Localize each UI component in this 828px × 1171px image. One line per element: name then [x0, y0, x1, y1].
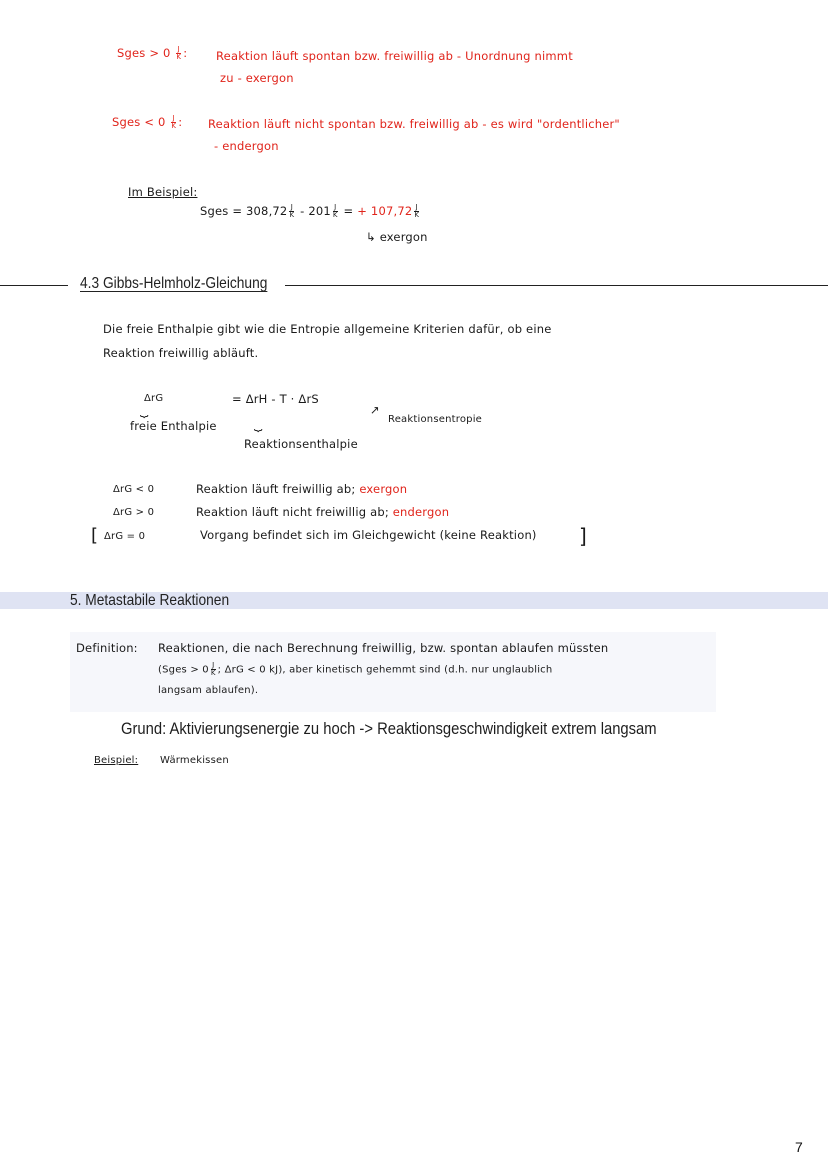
condition-positive: ΔrG > 0	[113, 507, 155, 518]
example-text-metastable: Wärmekissen	[160, 755, 229, 766]
example-note: ↳ exergon	[366, 230, 428, 244]
gibbs-intro-line1: Die freie Enthalpie gibt wie die Entropie allgemeine Kriterien dafür, ob eine	[103, 322, 552, 336]
eq-rest: = ΔrH - T · ΔrS	[232, 392, 319, 406]
unit-fraction: $\frac{J}{K}$	[332, 203, 338, 219]
exergon-tag: exergon	[359, 482, 408, 496]
condition-negative-text	[196, 482, 407, 496]
grund-text: Grund: Aktivierungsenergie zu hoch -> Reaktionsgeschwindigkeit extrem langsam	[121, 719, 657, 738]
arrow-icon: ↗	[370, 403, 380, 417]
underbrace-g: ⏟	[140, 402, 149, 418]
entropy-positive-line1: Reaktion läuft spontan bzw. freiwillig ab - Unordnung nimmt	[216, 49, 573, 63]
page-number: 7	[795, 1139, 803, 1155]
gibbs-intro-line2: Reaktion freiwillig abläuft.	[103, 346, 259, 360]
heading-rule-left	[0, 285, 68, 286]
heading-rule-right	[285, 285, 828, 286]
unit-fraction: $\frac{J}{K}$	[176, 45, 182, 61]
eq-part1: Sges = 308,72	[200, 204, 288, 218]
eq-delta-g: ΔrG	[144, 393, 164, 404]
section-heading-gibbs: 4.3 Gibbs-Helmholz-Gleichung	[80, 275, 268, 292]
bracket-close: ]	[579, 524, 587, 548]
unit-fraction: $\frac{J}{K}$	[289, 203, 295, 219]
entropy-negative-line1: Reaktion läuft nicht spontan bzw. freiwillig ab - es wird "ordentlicher"	[208, 117, 620, 131]
condition-text: Reaktion läuft nicht freiwillig ab;	[196, 505, 389, 519]
definition-line1: Reaktionen, die nach Berechnung freiwillig, bzw. spontan ablaufen müssten	[158, 641, 609, 655]
eq-equals: =	[343, 204, 354, 218]
unit-fraction: $\frac{J}{K}$	[210, 661, 216, 677]
label-reaction-entropy: Reaktionsentropie	[388, 414, 483, 425]
definition-label: Definition:	[76, 641, 138, 655]
eq-part2: - 201	[300, 204, 331, 218]
unit-fraction: $\frac{J}{K}$	[171, 114, 177, 130]
bracket-open: [	[91, 525, 99, 546]
entropy-negative-line2: - endergon	[214, 139, 279, 153]
label-reaction-enthalpy: Reaktionsenthalpie	[244, 437, 358, 451]
condition-text: Sges > 0	[117, 46, 171, 60]
definition-line2-a: (Sges > 0	[158, 664, 209, 676]
underbrace-h: ⏟	[254, 416, 263, 432]
entropy-positive-condition: Sges > 0 $\frac{J}{K}$ :	[117, 45, 188, 61]
condition-zero-text: Vorgang befindet sich im Gleichgewicht (keine Reaktion)	[200, 528, 537, 542]
example-equation	[200, 204, 421, 219]
label-free-enthalpy: freie Enthalpie	[130, 419, 217, 433]
condition-negative: ΔrG < 0	[113, 484, 155, 495]
example-label: Im Beispiel:	[128, 185, 198, 199]
unit-fraction: $\frac{J}{K}$	[414, 203, 420, 219]
condition-positive-text	[196, 505, 449, 519]
definition-line2-b: ; ΔrG < 0 kJ), aber kinetisch gehemmt sind (d.h. nur unglaublich	[217, 664, 553, 676]
eq-result: + 107,72	[357, 204, 413, 218]
endergon-tag: endergon	[392, 505, 450, 519]
condition-zero: ΔrG = 0	[104, 531, 146, 542]
condition-text: Sges < 0	[112, 115, 166, 129]
definition-line2	[158, 662, 552, 677]
definition-line3: langsam ablaufen).	[158, 685, 259, 696]
entropy-positive-line2: zu - exergon	[220, 71, 294, 85]
example-label-metastable: Beispiel:	[94, 755, 139, 766]
entropy-negative-condition: Sges < 0 $\frac{J}{K}$ :	[112, 114, 183, 130]
condition-text: Reaktion läuft freiwillig ab;	[196, 482, 356, 496]
section-heading-metastable: 5. Metastabile Reaktionen	[70, 592, 230, 609]
